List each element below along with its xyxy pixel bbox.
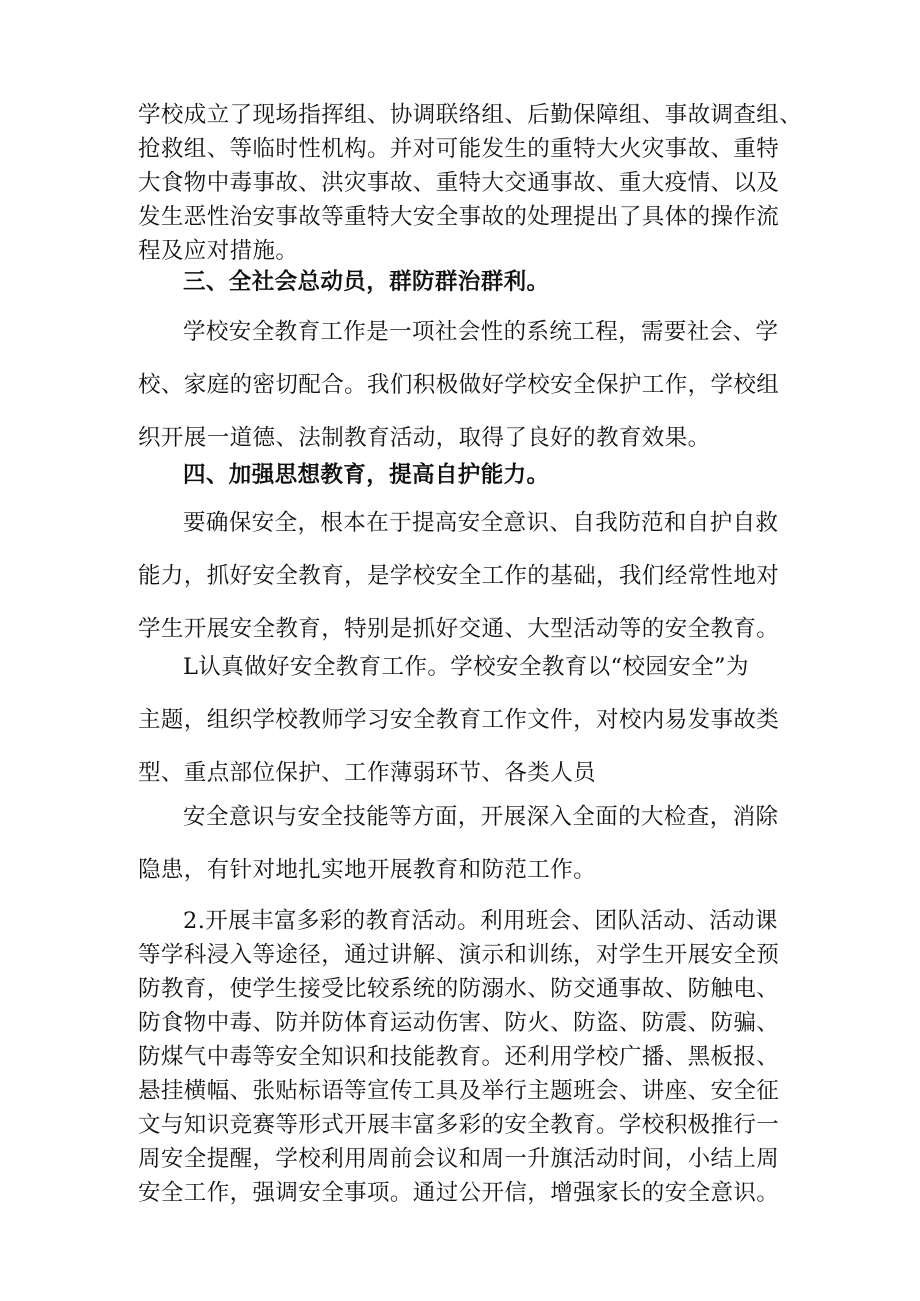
text-line: 隐患，有针对地扎实地开展教育和防范工作。 (138, 857, 597, 883)
paragraph-social-mobilization (138, 306, 818, 465)
text-line: 安全工作，强调安全事项。通过公开信，增强家长的安全意识。 (138, 1180, 780, 1206)
section-heading-4: 四、加强思想教育，提高自护能力。 (183, 462, 550, 488)
text-line: 防教育，使学生接受比较系统的防溺水、防交通事故、防触电、 (138, 976, 780, 1002)
text-line: 校、家庭的密切配合。我们积极做好学校安全保护工作，学校组 (138, 372, 780, 398)
paragraph-inspection (138, 791, 818, 897)
text-line: 能力，抓好安全教育，是学校安全工作的基础，我们经常性地对 (138, 563, 780, 589)
text-line: 悬挂横幅、张贴标语等宣传工具及举行主题班会、讲座、安全征 (138, 1078, 780, 1104)
text-line: 文与知识竞赛等形式开展丰富多彩的安全教育。学校积极推行一 (138, 1112, 780, 1138)
paragraph-command-groups (138, 98, 818, 268)
text-line: 抢救组、等临时性机构。并对可能发生的重特大火灾事故、重特 (138, 136, 780, 162)
paragraph-safety-awareness (138, 497, 818, 656)
text-line: 等学科浸入等途径，通过讲解、演示和训练，对学生开展安全预 (138, 942, 780, 968)
text-line: 学校成立了现场指挥组、协调联络组、后勤保障组、事故调查组、 (138, 102, 803, 128)
text-line: 学生开展安全教育，特别是抓好交通、大型活动等的安全教育。 (138, 616, 780, 642)
text-line: 要确保安全，根本在于提高安全意识、自我防范和自护自救 (183, 510, 779, 536)
text-line: 主题，组织学校教师学习安全教育工作文件，对校内易发事故类 (138, 707, 780, 733)
text-line: 2.开展丰富多彩的教育活动。利用班会、团队活动、活动课 (183, 908, 778, 934)
section-heading-3: 三、全社会总动员，群防群治群利。 (183, 269, 550, 295)
paragraph-education-activities (138, 904, 818, 1210)
text-line: 防食物中毒、防并防体育运动伤害、防火、防盗、防震、防骗、 (138, 1010, 780, 1036)
text-line: 防煤气中毒等安全知识和技能教育。还利用学校广播、黑板报、 (138, 1044, 780, 1070)
text-line: 程及应对措施。 (138, 238, 299, 264)
text-line: 织开展一道德、法制教育活动，取得了良好的教育效果。 (138, 425, 711, 451)
text-line: 大食物中毒事故、洪灾事故、重特大交通事故、重大疫情、以及 (138, 170, 780, 196)
text-line: 学校安全教育工作是一项社会性的系统工程，需要社会、学 (183, 319, 779, 345)
paragraph-safety-education-work (138, 641, 818, 800)
text-line: L认真做好安全教育工作。学校安全教育以“校园安全”为 (183, 654, 749, 680)
text-line: 发生恶性治安事故等重特大安全事故的处理提出了具体的操作流 (138, 204, 780, 230)
text-line: 型、重点部位保护、工作薄弱环节、各类人员 (138, 760, 597, 786)
text-line: 周安全提醒，学校利用周前会议和周一升旗活动时间，小结上周 (138, 1146, 780, 1172)
text-line: 安全意识与安全技能等方面，开展深入全面的大检查，消除 (183, 804, 779, 830)
